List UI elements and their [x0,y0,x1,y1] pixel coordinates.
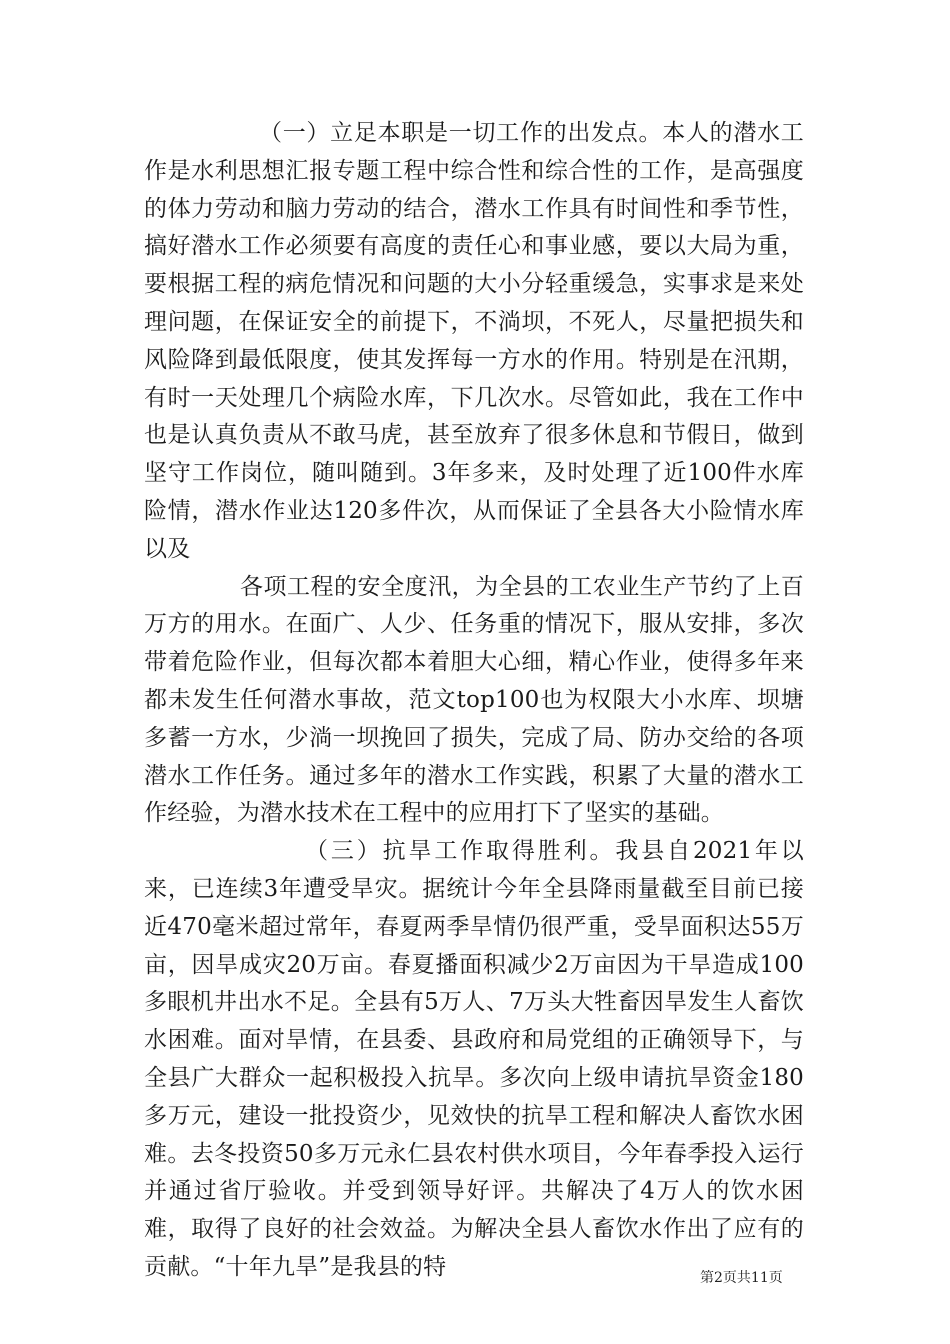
document-body [144,115,804,1287]
paragraph-drought: （三）抗旱工作取得胜利。我县自2021年以来，已连续3年遭受旱灾。据统计今年全县降雨量截至目前已接近470毫米超过常年，春夏两季旱情仍很严重，受旱面积达55万亩，因旱成灾20万亩。春夏播面积减少2万亩因为干旱造成100多眼机井出水不足。全县有5万人、7万头大牲畜因旱发生人畜饮水困难。面对旱情，在县委、县政府和局党组的正确领导下，与全县广大群众一起积极投入抗旱。多次向上级申请抗旱资金180多万元，建设一批投资少，见效快的抗旱工程和解决人畜饮水困难。去冬投资50多万元永仁县农村供水项目，今年春季投入运行并通过省厅验收。并受到领导好评。共解决了4万人的饮水困难，取得了良好的社会效益。为解决全县人畜饮水作出了应有的贡献。“十年九旱”是我县的特 [144,838,804,1280]
paragraph-duty: （一）立足本职是一切工作的出发点。本人的潜水工作是水利思想汇报专题工程中综合性和综合性的工作，是高强度的体力劳动和脑力劳动的结合，潜水工作具有时间性和季节性，搞好潜水工作必须要有高度的责任心和事业感，要以大局为重，要根据工程的病危情况和问题的大小分轻重缓急，实事求是来处理问题，在保证安全的前提下，不淌坝，不死人，尽量把损失和风险降到最低限度，使其发挥每一方水的作用。特别是在汛期，有时一天处理几个病险水库，下几次水。尽管如此，我在工作中也是认真负责从不敢马虎，甚至放弃了很多休息和节假日，做到坚守工作岗位，随叫随到。3年多来，及时处理了近100件水库险情，潜水作业达120多件次，从而保证了全县各大小险情水库以及 [144,120,804,562]
page-number: 第2页共11页 [700,1270,783,1286]
paragraph-projects: 各项工程的安全度汛，为全县的工农业生产节约了上百万方的用水。在面广、人少、任务重的情况下，服从安排，多次带着危险作业，但每次都本着胆大心细，精心作业，使得多年来都未发生任何潜水事故，范文top100也为权限大小水库、坝塘多蓄一方水，少淌一坝挽回了损失，完成了局、防办交给的各项潜水工作任务。通过多年的潜水工作实践，积累了大量的潜水工作经验，为潜水技术在工程中的应用打下了坚实的基础。 [144,573,804,827]
